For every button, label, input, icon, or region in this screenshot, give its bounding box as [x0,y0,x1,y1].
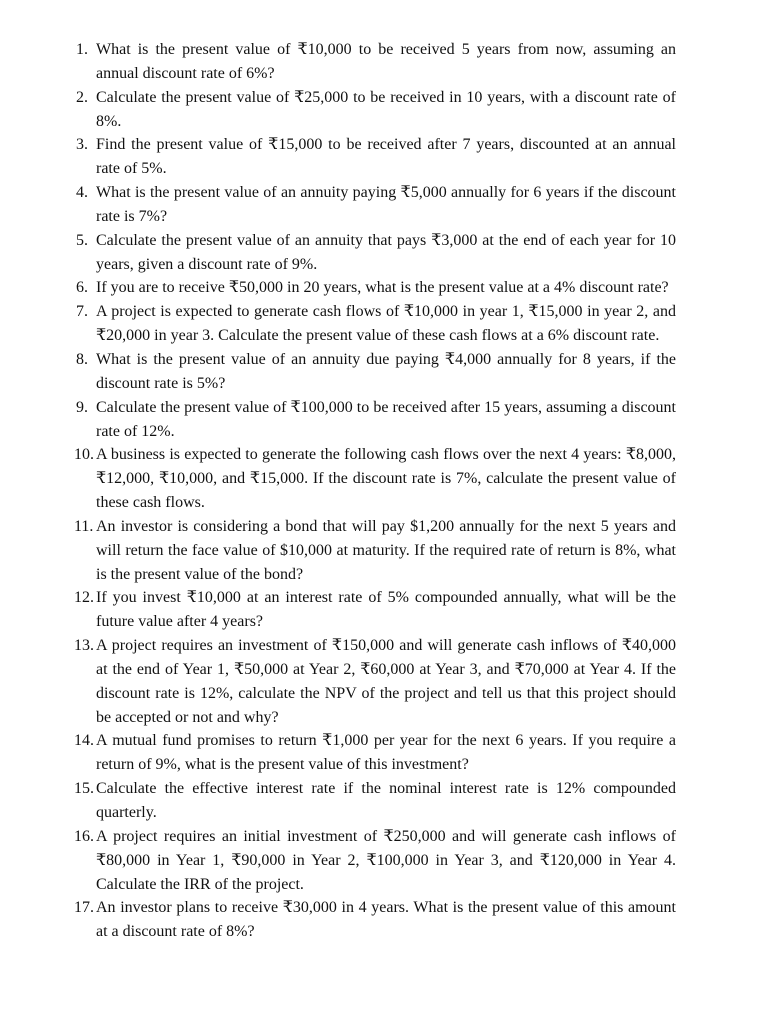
question-text: If you are to receive ₹50,000 in 20 years, what is the present value at a 4% discount rate? [96,279,669,297]
list-item [0,229,768,277]
question-text: A business is expected to generate the following cash flows over the next 4 years: ₹8,000, ₹12,000, ₹10,000, and ₹15,000. If the discount rate is 7%, calculate the present value of these cash flows. [96,446,676,512]
question-number: 4. [76,184,88,202]
question-text: Calculate the present value of ₹25,000 to be received in 10 years, with a discount rate of 8%. [96,88,676,130]
question-text: What is the present value of ₹10,000 to be received 5 years from now, assuming an annual discount rate of 6%? [96,41,676,82]
question-text: What is the present value of an annuity due paying ₹4,000 annually for 8 years, if the discount rate is 5%? [96,350,676,392]
question-number: 11. [74,517,94,535]
question-text: Calculate the present value of an annuity that pays ₹3,000 at the end of each year for 10 years, given a discount rate of 9%. [96,231,676,273]
question-number: 15. [74,780,94,798]
question-number: 9. [76,398,88,416]
question-number: 5. [76,231,88,249]
question-number: 6. [76,279,88,297]
question-number: 1. [76,41,88,58]
question-text: A project requires an initial investment of ₹250,000 and will generate cash inflows of ₹80,000 in Year 1, ₹90,000 in Year 2, ₹100,000 in Year 3, and ₹120,000 in Year 4. Calculate the IRR of the project. [96,827,676,893]
question-number: 3. [76,136,88,154]
list-item [0,181,768,229]
list-item [0,586,768,634]
question-text: A project requires an investment of ₹150,000 and will generate cash inflows of ₹40,000 at the end of Year 1, ₹50,000 at Year 2, ₹60,000 at Year 3, and ₹70,000 at Year 4. If the discount rate is 12%, calculate the NPV of the project and tell us that this project should be accepted or not and why? [96,637,676,726]
list-item [0,396,768,444]
list-item [0,515,768,587]
question-number: 16. [74,827,94,845]
question-number: 10. [74,446,94,464]
question-text: An investor is considering a bond that will pay $1,200 annually for the next 5 years and will return the face value of $10,000 at maturity. If the required rate of return is 8%, what is the present value of the bond? [96,517,676,583]
question-text: A mutual fund promises to return ₹1,000 per year for the next 6 years. If you require a return of 9%, what is the present value of this investment? [96,732,676,774]
list-item [0,729,768,777]
question-list [0,38,768,944]
list-item [0,443,768,515]
question-number: 8. [76,350,88,368]
list-item [0,896,768,944]
list-item [0,133,768,181]
question-number: 12. [74,589,94,607]
list-item [0,276,768,300]
question-number: 17. [74,899,94,917]
question-text: An investor plans to receive ₹30,000 in 4 years. What is the present value of this amount at a discount rate of 8%? [96,899,676,941]
list-item [0,634,768,729]
list-item [0,825,768,897]
question-text: What is the present value of an annuity paying ₹5,000 annually for 6 years if the discount rate is 7%? [96,184,676,225]
question-text: Calculate the present value of ₹100,000 to be received after 15 years, assuming a discount rate of 12%. [96,398,676,440]
list-item [0,777,768,825]
question-number: 7. [76,303,88,321]
list-item [0,348,768,396]
question-number: 2. [76,88,88,106]
list-item [0,86,768,134]
question-number: 13. [74,637,94,655]
question-text: Find the present value of ₹15,000 to be received after 7 years, discounted at an annual rate of 5%. [96,136,676,178]
question-text: A project is expected to generate cash flows of ₹10,000 in year 1, ₹15,000 in year 2, and ₹20,000 in year 3. Calculate the present value of these cash flows at a 6% discount rate. [96,303,676,345]
list-item [0,38,768,86]
list-item [0,300,768,348]
question-number: 14. [74,732,94,750]
question-text: Calculate the effective interest rate if the nominal interest rate is 12% compounded quarterly. [96,780,676,821]
question-text: If you invest ₹10,000 at an interest rate of 5% compounded annually, what will be the future value after 4 years? [96,589,676,631]
